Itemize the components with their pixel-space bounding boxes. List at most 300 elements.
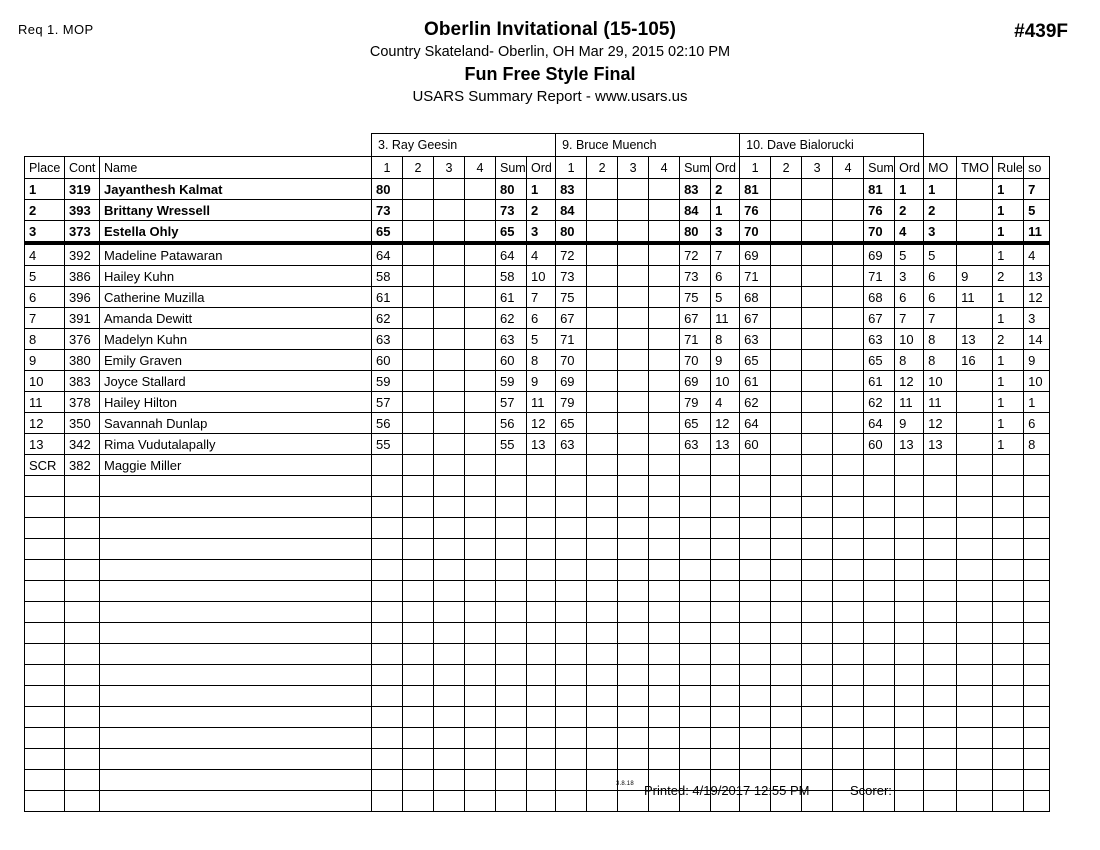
cell-judge1-score4: [465, 200, 496, 221]
cell-judge1-ord-empty: [527, 602, 556, 623]
cell-judge2-score2: [587, 350, 618, 371]
cell-judge1-score2-empty: [403, 560, 434, 581]
cell-judge2-score3-empty: [618, 644, 649, 665]
cell-judge2-ord-empty: [711, 560, 740, 581]
table-row-empty[interactable]: [25, 602, 1050, 623]
cell-rule-empty: [993, 560, 1024, 581]
cell-judge3-score2-empty: [771, 602, 802, 623]
cell-mo: 3: [924, 221, 957, 244]
cell-judge3-ord-empty: [895, 644, 924, 665]
cell-tmo-empty: [957, 665, 993, 686]
cell-cont-empty: [65, 686, 100, 707]
cell-judge2-sum-empty: [680, 518, 711, 539]
cell-judge3-score1-empty: [740, 749, 771, 770]
cell-judge1-score2: [403, 329, 434, 350]
cell-judge3-score1-empty: [740, 665, 771, 686]
table-row-empty[interactable]: [25, 476, 1050, 497]
table-row[interactable]: [25, 455, 1050, 476]
cell-judge2-score1-empty: [556, 476, 587, 497]
cell-name: Maggie Miller: [100, 455, 372, 476]
cell-judge1-score4-empty: [465, 749, 496, 770]
cell-so: 13: [1024, 266, 1050, 287]
table-row[interactable]: [25, 308, 1050, 329]
cell-judge3-score2-empty: [771, 476, 802, 497]
cell-judge2-score2: [587, 308, 618, 329]
cell-judge2-score3-empty: [618, 749, 649, 770]
cell-judge1-score2-empty: [403, 728, 434, 749]
cell-judge1-ord-empty: [527, 644, 556, 665]
cell-judge3-score2-empty: [771, 665, 802, 686]
cell-judge2-score3-empty: [618, 707, 649, 728]
table-row-empty[interactable]: [25, 665, 1050, 686]
cell-judge2-score2: [587, 392, 618, 413]
cell-judge1-ord: 4: [527, 243, 556, 266]
banner-spacer-rule: [993, 134, 1024, 157]
title-block: [0, 18, 1100, 108]
cell-judge2-sum-empty: [680, 497, 711, 518]
cell-judge2-sum: 65: [680, 413, 711, 434]
cell-rule-empty: [993, 728, 1024, 749]
cell-mo: 2: [924, 200, 957, 221]
judge-header-2: 9. Bruce Muench: [556, 134, 740, 157]
cell-name-empty: [100, 728, 372, 749]
table-row-empty[interactable]: [25, 644, 1050, 665]
cell-judge2-sum-empty: [680, 602, 711, 623]
table-row-empty[interactable]: [25, 686, 1050, 707]
cell-judge3-sum: 65: [864, 350, 895, 371]
col-head-j3-4: 4: [833, 157, 864, 179]
cell-judge3-ord: 1: [895, 179, 924, 200]
cell-judge3-score4-empty: [833, 560, 864, 581]
col-head-rule: Rule: [993, 157, 1024, 179]
cell-mo-empty: [924, 707, 957, 728]
cell-judge2-score1: 67: [556, 308, 587, 329]
cell-judge3-score2-empty: [771, 518, 802, 539]
cell-judge1-score2: [403, 434, 434, 455]
cell-rule-empty: [993, 686, 1024, 707]
table-row-empty[interactable]: [25, 623, 1050, 644]
cell-judge2-score3: [618, 392, 649, 413]
cell-judge3-ord-empty: [895, 707, 924, 728]
col-head-j3-ord: Ord: [895, 157, 924, 179]
cell-place-empty: [25, 623, 65, 644]
table-row[interactable]: [25, 221, 1050, 244]
cell-judge1-ord-empty: [527, 623, 556, 644]
cell-cont-empty: [65, 707, 100, 728]
cell-judge2-sum-empty: [680, 686, 711, 707]
cell-judge3-score3: [802, 434, 833, 455]
scorer-label: Scorer:: [850, 783, 892, 798]
cell-rule: 1: [993, 221, 1024, 244]
cell-tmo: [957, 413, 993, 434]
cell-judge2-sum-empty: [680, 644, 711, 665]
cell-judge1-sum-empty: [496, 749, 527, 770]
cell-cont-empty: [65, 581, 100, 602]
cell-judge3-score4: [833, 243, 864, 266]
cell-place-empty: [25, 602, 65, 623]
cell-judge3-score2: [771, 455, 802, 476]
table-row-empty[interactable]: [25, 749, 1050, 770]
cell-so-empty: [1024, 581, 1050, 602]
cell-rule: 1: [993, 308, 1024, 329]
table-row-empty[interactable]: [25, 707, 1050, 728]
cell-judge2-ord: 13: [711, 434, 740, 455]
cell-judge2-score1: 79: [556, 392, 587, 413]
cell-mo: 11: [924, 392, 957, 413]
cell-cont: 392: [65, 243, 100, 266]
cell-judge1-ord-empty: [527, 560, 556, 581]
judge-banner-row: [25, 134, 1050, 157]
cell-judge2-score1-empty: [556, 623, 587, 644]
cell-judge1-score1-empty: [372, 539, 403, 560]
cell-judge2-score4: [649, 287, 680, 308]
cell-judge1-score1-empty: [372, 686, 403, 707]
cell-judge1-score1: 61: [372, 287, 403, 308]
cell-judge3-score2-empty: [771, 644, 802, 665]
cell-cont: 393: [65, 200, 100, 221]
cell-judge3-score1-empty: [740, 560, 771, 581]
cell-judge1-ord: 1: [527, 179, 556, 200]
cell-judge2-sum: 83: [680, 179, 711, 200]
cell-judge2-sum-empty: [680, 728, 711, 749]
cell-judge1-score1: 63: [372, 329, 403, 350]
cell-judge2-score4: [649, 329, 680, 350]
cell-judge3-score3-empty: [802, 686, 833, 707]
cell-judge2-score3-empty: [618, 623, 649, 644]
cell-mo-empty: [924, 560, 957, 581]
cell-name-empty: [100, 560, 372, 581]
cell-judge1-score4: [465, 287, 496, 308]
col-head-j1-sum: Sum: [496, 157, 527, 179]
banner-spacer-tmo: [957, 134, 993, 157]
cell-place-empty: [25, 665, 65, 686]
cell-judge1-score4: [465, 455, 496, 476]
col-head-j2-ord: Ord: [711, 157, 740, 179]
cell-tmo-empty: [957, 686, 993, 707]
cell-judge1-sum: 60: [496, 350, 527, 371]
cell-judge2-score2: [587, 329, 618, 350]
cell-name-empty: [100, 539, 372, 560]
cell-rule: [993, 455, 1024, 476]
cell-judge3-sum-empty: [864, 581, 895, 602]
venue-datetime-line: Country Skateland- Oberlin, OH Mar 29, 2015 02:10 PM: [369, 44, 731, 60]
cell-judge1-score1: 73: [372, 200, 403, 221]
cell-judge1-ord-empty: [527, 665, 556, 686]
cell-judge3-ord-empty: [895, 623, 924, 644]
table-row[interactable]: [25, 266, 1050, 287]
cell-judge3-score1-empty: [740, 539, 771, 560]
cell-so-empty: [1024, 560, 1050, 581]
table-row-empty[interactable]: [25, 497, 1050, 518]
table-row-empty[interactable]: [25, 560, 1050, 581]
cell-judge1-score1: 58: [372, 266, 403, 287]
cell-cont: 378: [65, 392, 100, 413]
cell-so: 14: [1024, 329, 1050, 350]
cell-judge2-ord-empty: [711, 686, 740, 707]
cell-rule: 1: [993, 413, 1024, 434]
cell-judge2-ord: 6: [711, 266, 740, 287]
cell-judge2-score1: 70: [556, 350, 587, 371]
cell-judge1-score2: [403, 287, 434, 308]
cell-cont: 386: [65, 266, 100, 287]
cell-judge2-score2-empty: [587, 581, 618, 602]
cell-place-empty: [25, 686, 65, 707]
cell-mo-empty: [924, 665, 957, 686]
cell-so-empty: [1024, 539, 1050, 560]
cell-judge3-score1-empty: [740, 581, 771, 602]
cell-judge1-score3-empty: [434, 749, 465, 770]
cell-judge2-score1: [556, 455, 587, 476]
cell-judge3-sum-empty: [864, 728, 895, 749]
table-row-empty[interactable]: [25, 581, 1050, 602]
cell-judge3-score3: [802, 221, 833, 244]
cell-judge3-ord: 5: [895, 243, 924, 266]
cell-rule: 1: [993, 350, 1024, 371]
cell-tmo: [957, 392, 993, 413]
table-row[interactable]: [25, 243, 1050, 266]
cell-judge2-sum: 80: [680, 221, 711, 244]
cell-so-empty: [1024, 476, 1050, 497]
cell-judge2-ord-empty: [711, 749, 740, 770]
cell-judge1-score3-empty: [434, 581, 465, 602]
cell-judge2-score4: [649, 308, 680, 329]
cell-judge1-score2-empty: [403, 497, 434, 518]
cell-judge1-ord-empty: [527, 707, 556, 728]
cell-judge1-score1: 64: [372, 243, 403, 266]
cell-name-empty: [100, 518, 372, 539]
cell-judge1-score3: [434, 329, 465, 350]
cell-mo-empty: [924, 497, 957, 518]
cell-judge3-sum-empty: [864, 707, 895, 728]
cell-tmo-empty: [957, 518, 993, 539]
cell-name: Joyce Stallard: [100, 371, 372, 392]
cell-judge1-score1: 62: [372, 308, 403, 329]
cell-judge3-ord-empty: [895, 686, 924, 707]
cell-judge3-score3-empty: [802, 539, 833, 560]
cell-judge3-ord-empty: [895, 749, 924, 770]
cell-judge1-score1-empty: [372, 665, 403, 686]
table-row[interactable]: [25, 413, 1050, 434]
cell-judge3-ord: 4: [895, 221, 924, 244]
table-row[interactable]: [25, 329, 1050, 350]
cell-judge3-score1: 70: [740, 221, 771, 244]
cell-judge3-sum: 67: [864, 308, 895, 329]
cell-name: Brittany Wressell: [100, 200, 372, 221]
cell-judge3-score3-empty: [802, 518, 833, 539]
cell-mo-empty: [924, 581, 957, 602]
cell-judge1-sum: 63: [496, 329, 527, 350]
cell-tmo: [957, 221, 993, 244]
cell-tmo: [957, 200, 993, 221]
table-row[interactable]: [25, 287, 1050, 308]
cell-judge2-score2: [587, 287, 618, 308]
cell-judge3-score1-empty: [740, 644, 771, 665]
cell-judge3-score4: [833, 287, 864, 308]
cell-judge1-score1: 80: [372, 179, 403, 200]
cell-judge1-score2: [403, 413, 434, 434]
cell-judge2-sum-empty: [680, 665, 711, 686]
cell-judge1-sum: 57: [496, 392, 527, 413]
cell-judge3-score2-empty: [771, 560, 802, 581]
cell-judge1-sum-empty: [496, 707, 527, 728]
cell-place: 9: [25, 350, 65, 371]
cell-judge2-score4-empty: [649, 518, 680, 539]
cell-place: 8: [25, 329, 65, 350]
cell-judge1-sum-empty: [496, 497, 527, 518]
cell-judge3-ord: 9: [895, 413, 924, 434]
cell-rule: 2: [993, 329, 1024, 350]
table-row[interactable]: [25, 179, 1050, 200]
col-head-j1-1: 1: [372, 157, 403, 179]
col-head-j3-3: 3: [802, 157, 833, 179]
cell-place-empty: [25, 749, 65, 770]
table-row-empty[interactable]: [25, 728, 1050, 749]
table-row-empty[interactable]: [25, 539, 1050, 560]
cell-judge3-sum: 60: [864, 434, 895, 455]
cell-judge3-score1: 81: [740, 179, 771, 200]
cell-judge2-score4-empty: [649, 539, 680, 560]
cell-cont: 391: [65, 308, 100, 329]
cell-rule-empty: [993, 644, 1024, 665]
cell-cont-empty: [65, 602, 100, 623]
cell-judge2-score1: 65: [556, 413, 587, 434]
cell-judge2-score2-empty: [587, 665, 618, 686]
cell-judge1-score4-empty: [465, 665, 496, 686]
cell-judge2-sum-empty: [680, 581, 711, 602]
cell-judge1-score2: [403, 308, 434, 329]
cell-cont-empty: [65, 644, 100, 665]
cell-judge1-ord-empty: [527, 686, 556, 707]
cell-place-empty: [25, 497, 65, 518]
cell-judge2-score4-empty: [649, 560, 680, 581]
cell-mo: 8: [924, 350, 957, 371]
cell-cont: 396: [65, 287, 100, 308]
cell-name: Rima Vudutalapally: [100, 434, 372, 455]
cell-judge3-score2: [771, 308, 802, 329]
cell-judge1-score3-empty: [434, 602, 465, 623]
cell-place-empty: [25, 518, 65, 539]
cell-judge1-ord: 6: [527, 308, 556, 329]
cell-judge1-sum: 56: [496, 413, 527, 434]
table-row[interactable]: [25, 392, 1050, 413]
cell-judge3-score1-empty: [740, 476, 771, 497]
cell-judge3-sum: 63: [864, 329, 895, 350]
event-title: Oberlin Invitational (15-105): [423, 19, 677, 40]
cell-judge1-score1: 60: [372, 350, 403, 371]
cell-judge2-score3: [618, 266, 649, 287]
cell-judge1-score3: [434, 243, 465, 266]
cell-judge1-score1-empty: [372, 560, 403, 581]
cell-judge2-sum-empty: [680, 707, 711, 728]
cell-judge1-sum-empty: [496, 728, 527, 749]
cell-rule-empty: [993, 602, 1024, 623]
cell-judge1-score1-empty: [372, 518, 403, 539]
banner-spacer-place: [25, 134, 65, 157]
cell-tmo: [957, 455, 993, 476]
cell-judge1-score4: [465, 434, 496, 455]
cell-tmo: [957, 179, 993, 200]
table-row-empty[interactable]: [25, 518, 1050, 539]
cell-judge3-score3: [802, 455, 833, 476]
cell-judge1-score2: [403, 350, 434, 371]
cell-judge2-score3: [618, 329, 649, 350]
cell-judge2-score1: 72: [556, 243, 587, 266]
cell-judge2-ord-empty: [711, 623, 740, 644]
cell-tmo-empty: [957, 707, 993, 728]
cell-judge1-ord-empty: [527, 497, 556, 518]
cell-name-empty: [100, 686, 372, 707]
cell-judge3-score1: 62: [740, 392, 771, 413]
table-row[interactable]: [25, 200, 1050, 221]
cell-judge2-score3: [618, 371, 649, 392]
cell-judge1-sum-empty: [496, 623, 527, 644]
table-row[interactable]: [25, 371, 1050, 392]
judge-header-1: 3. Ray Geesin: [372, 134, 556, 157]
cell-tmo-empty: [957, 728, 993, 749]
cell-rule-empty: [993, 581, 1024, 602]
event-code: #439F: [1014, 21, 1068, 42]
cell-judge3-score2: [771, 371, 802, 392]
cell-so: 8: [1024, 434, 1050, 455]
cell-judge1-score3: [434, 308, 465, 329]
cell-judge2-ord-empty: [711, 644, 740, 665]
cell-judge1-sum: [496, 455, 527, 476]
cell-judge2-score4-empty: [649, 476, 680, 497]
cell-judge1-score3-empty: [434, 728, 465, 749]
cell-judge2-score1-empty: [556, 581, 587, 602]
cell-mo: 5: [924, 243, 957, 266]
cell-judge3-ord-empty: [895, 539, 924, 560]
cell-judge2-sum: 75: [680, 287, 711, 308]
cell-judge2-score3-empty: [618, 728, 649, 749]
cell-so: 5: [1024, 200, 1050, 221]
cell-judge2-score4: [649, 413, 680, 434]
cell-rule-empty: [993, 497, 1024, 518]
cell-judge1-score4-empty: [465, 602, 496, 623]
cell-judge2-ord-empty: [711, 728, 740, 749]
cell-judge1-score2: [403, 371, 434, 392]
cell-so: 12: [1024, 287, 1050, 308]
cell-name-empty: [100, 644, 372, 665]
cell-judge2-score2-empty: [587, 644, 618, 665]
cell-place: SCR: [25, 455, 65, 476]
cell-judge2-ord-empty: [711, 707, 740, 728]
cell-judge1-ord: 5: [527, 329, 556, 350]
cell-mo-empty: [924, 476, 957, 497]
cell-tmo: 16: [957, 350, 993, 371]
cell-judge2-sum: 72: [680, 243, 711, 266]
cell-judge3-score2: [771, 179, 802, 200]
cell-name-empty: [100, 707, 372, 728]
results-table-body: [25, 134, 1050, 812]
cell-name: Madelyn Kuhn: [100, 329, 372, 350]
cell-judge2-score4-empty: [649, 728, 680, 749]
col-head-j2-sum: Sum: [680, 157, 711, 179]
cell-name: Catherine Muzilla: [100, 287, 372, 308]
table-row[interactable]: [25, 350, 1050, 371]
cell-tmo-empty: [957, 602, 993, 623]
cell-judge2-score3: [618, 308, 649, 329]
judge-header-3: 10. Dave Bialorucki: [740, 134, 924, 157]
table-row[interactable]: [25, 434, 1050, 455]
cell-place: 11: [25, 392, 65, 413]
cell-name: Hailey Kuhn: [100, 266, 372, 287]
cell-judge1-score3: [434, 455, 465, 476]
cell-judge2-score1: 73: [556, 266, 587, 287]
cell-judge3-score3-empty: [802, 644, 833, 665]
cell-judge3-ord: 11: [895, 392, 924, 413]
cell-judge2-score2-empty: [587, 728, 618, 749]
